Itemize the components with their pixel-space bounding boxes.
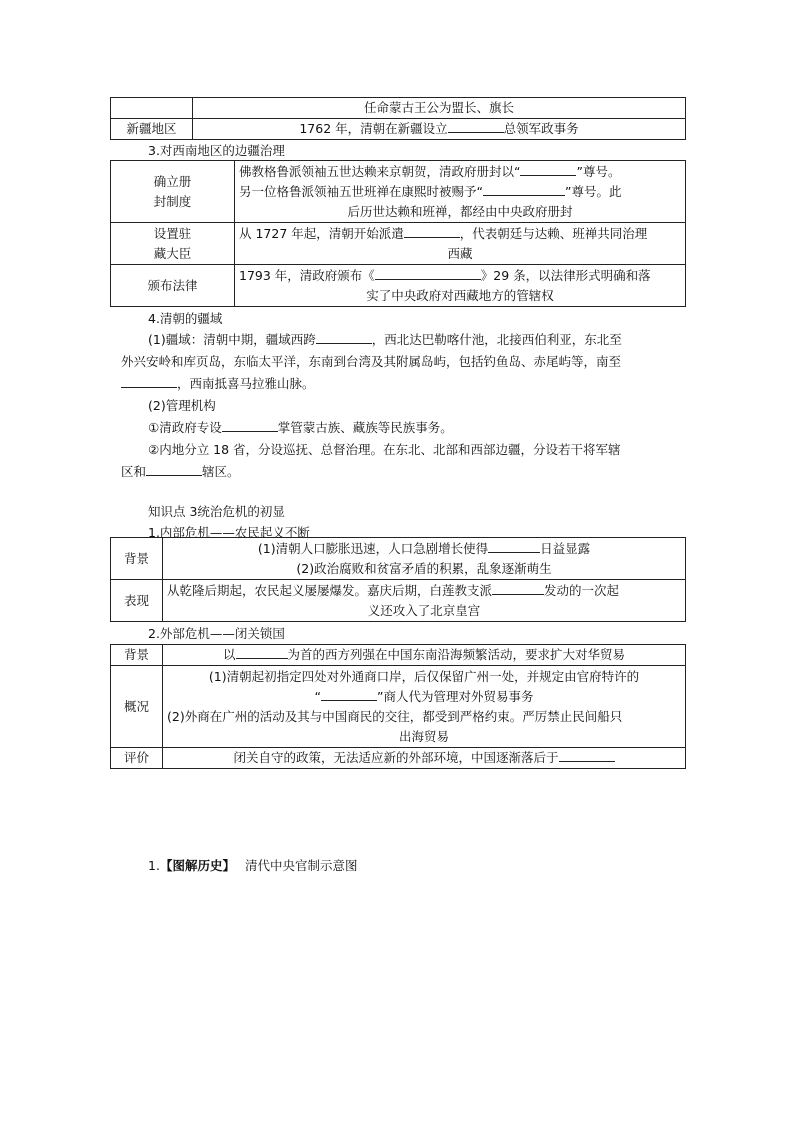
row-label: 背景 — [111, 538, 163, 580]
blank[interactable] — [492, 581, 544, 595]
blank[interactable] — [375, 266, 481, 280]
table-internal-crisis — [110, 537, 686, 622]
blank[interactable] — [404, 224, 460, 238]
knowledge-title: 知识点 3统治危机的初显 — [148, 504, 285, 519]
table-mongolia-xinjiang — [110, 97, 686, 140]
blank[interactable] — [488, 539, 540, 553]
blank[interactable] — [316, 330, 372, 344]
paragraph: ②内地分立 18 省，分设巡抚、总督治理。在东北、北部和西部边疆，分设若干将军辖 — [148, 442, 621, 457]
section-title: 2.外部危机——闭关锁国 — [148, 626, 285, 641]
row-label: 概况 — [111, 666, 163, 748]
section-title: 1.内部危机——农民起义不断 — [148, 525, 310, 540]
row-content: (1)清朝人口膨胀迅速，人口急剧增长使得 日益显露 (2)政治腐败和贫富矛盾的积累，乱象逐渐萌生 — [163, 538, 686, 580]
blank[interactable] — [559, 748, 615, 762]
table-row — [111, 580, 686, 622]
row-content: 1762 年，清朝在新疆设立 总领军政事务 — [193, 119, 686, 140]
caption-text: 清代中央官制示意图 — [244, 858, 358, 873]
blank[interactable] — [520, 162, 576, 176]
row-label — [111, 98, 193, 119]
table-row — [111, 265, 686, 307]
row-label: 颁布法律 — [111, 265, 235, 307]
paragraph: 区和 辖区。 — [121, 464, 240, 479]
table-row — [111, 645, 686, 666]
row-content: 闭关自守的政策，无法适应新的外部环境，中国逐渐落后于 — [163, 748, 686, 769]
blank[interactable] — [321, 687, 377, 701]
row-content: 任命蒙古王公为盟长、旗长 — [193, 98, 686, 119]
blank[interactable] — [146, 462, 202, 476]
paragraph: (1)疆域：清朝中期，疆域西跨 ，西北达巴勒喀什池，北接西伯利亚，东北至 — [148, 332, 622, 347]
table-row — [111, 119, 686, 140]
row-content: 佛教格鲁派领袖五世达赖来京朝贺，清政府册封以“ ”尊号。 另一位格鲁派领袖五世班禅在康熙时被赐予“ ”尊号。此 后历世达赖和班禅，都经由中央政府册封 — [235, 161, 686, 223]
paragraph: (2)管理机构 — [148, 398, 216, 413]
blank[interactable] — [483, 182, 565, 196]
table-row — [111, 748, 686, 769]
table-row — [111, 538, 686, 580]
row-label: 确立册 封制度 — [111, 161, 235, 223]
row-content: 从乾隆后期起，农民起义屡屡爆发。嘉庆后期，白莲教支派 发动的一次起 义还攻入了北京皇宫 — [163, 580, 686, 622]
table-row — [111, 666, 686, 748]
blank[interactable] — [121, 374, 177, 388]
row-label: 背景 — [111, 645, 163, 666]
section-title: 3.对西南地区的边疆治理 — [148, 143, 285, 158]
paragraph: 外兴安岭和库页岛，东临太平洋，东南到台湾及其附属岛屿，包括钓鱼岛、赤尾屿等，南至 — [121, 354, 622, 369]
row-label: 评价 — [111, 748, 163, 769]
table-external-crisis — [110, 644, 686, 769]
blank[interactable] — [448, 119, 504, 133]
paragraph: ，西南抵喜马拉雅山脉。 — [121, 373, 315, 395]
table-row — [111, 223, 686, 265]
blank[interactable] — [222, 418, 278, 432]
row-content: 1793 年，清政府颁布《 》29 条，以法律形式明确和落 实了中央政府对西藏地方的管辖权 — [235, 265, 686, 307]
table-southwest — [110, 160, 686, 307]
table-row — [111, 161, 686, 223]
row-label: 设置驻 藏大臣 — [111, 223, 235, 265]
row-content: (1)清朝起初指定四处对外通商口岸，后仅保留广州一处，并规定由官府特许的 “ ”商人代为管理对外贸易事务 (2)外商在广州的活动及其与中国商民的交往，都受到严格约束。严厉禁止民间船只 出海贸易 — [163, 666, 686, 748]
caption-tag: 【图解历史】 — [159, 858, 235, 873]
caption-number: 1. — [148, 858, 160, 873]
blank[interactable] — [236, 645, 288, 659]
paragraph: ①清政府专设 掌管蒙古族、藏族等民族事务。 — [148, 420, 453, 435]
figure-caption — [148, 855, 357, 877]
row-label: 表现 — [111, 580, 163, 622]
row-content: 以 为首的西方列强在中国东南沿海频繁活动，要求扩大对华贸易 — [163, 645, 686, 666]
row-content: 从 1727 年起，清朝开始派遣 ，代表朝廷与达赖、班禅共同治理 西藏 — [235, 223, 686, 265]
table-row — [111, 98, 686, 119]
section-title: 4.清朝的疆域 — [148, 311, 223, 326]
row-label: 新疆地区 — [111, 119, 193, 140]
